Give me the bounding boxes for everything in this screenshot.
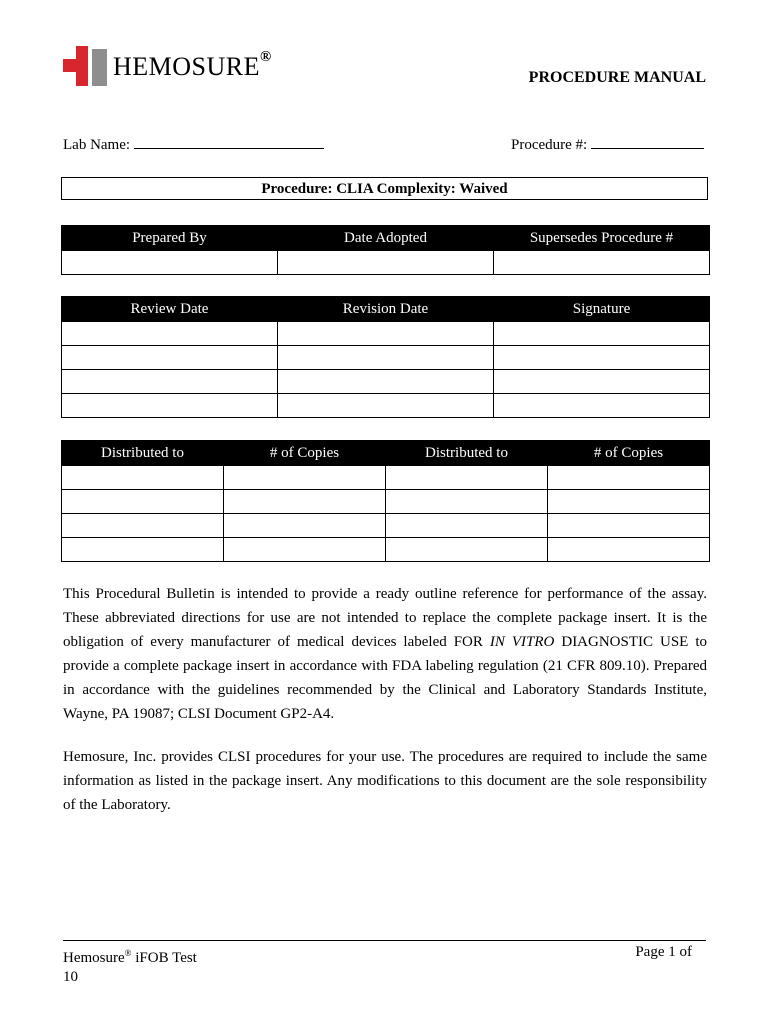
table-cell[interactable] [62, 394, 278, 418]
table-row [62, 251, 710, 275]
table-cell[interactable] [386, 490, 548, 514]
procedure-number-field [511, 133, 704, 154]
prepared-table [61, 225, 710, 275]
table-cell[interactable] [386, 538, 548, 562]
procedure-number-label: Procedure #: [511, 137, 588, 153]
table-cell[interactable] [278, 370, 494, 394]
table-row [62, 466, 710, 490]
table-cell[interactable] [278, 251, 494, 275]
table-row [62, 370, 710, 394]
table-cell[interactable] [386, 466, 548, 490]
clsi-paragraph: Hemosure, Inc. provides CLSI procedures for your use. The procedures are required to include the same information as listed in the package insert. Any modifications to this document are the sole responsibility of the Laboratory. [63, 749, 707, 813]
page-title: PROCEDURE MANUAL [528, 69, 706, 86]
table-cell[interactable] [278, 394, 494, 418]
footer-product: Hemosure® iFOB Test 10 [63, 948, 197, 985]
footer-divider [63, 940, 706, 941]
column-header: Revision Date [278, 297, 494, 322]
column-header: Distributed to [386, 441, 548, 466]
hemosure-logo [63, 46, 272, 86]
table-cell[interactable] [386, 514, 548, 538]
logo-wordmark: HEMOSURE® [113, 49, 272, 81]
medical-cross-icon [63, 46, 107, 86]
table-row [62, 346, 710, 370]
column-header: # of Copies [548, 441, 710, 466]
page-total: 10 [63, 969, 78, 985]
table-row [62, 514, 710, 538]
table-cell[interactable] [494, 394, 710, 418]
table-cell[interactable] [62, 370, 278, 394]
table-cell[interactable] [278, 322, 494, 346]
lab-name-blank[interactable] [134, 133, 324, 149]
column-header: Signature [494, 297, 710, 322]
column-header: Prepared By [62, 226, 278, 251]
page-number: Page 1 of [635, 944, 692, 960]
procedure-complexity-box: Procedure: CLIA Complexity: Waived [61, 177, 708, 200]
table-cell[interactable] [224, 538, 386, 562]
lab-name-field [63, 133, 324, 154]
table-header-row [62, 441, 710, 466]
table-cell[interactable] [62, 514, 224, 538]
table-cell[interactable] [494, 322, 710, 346]
table-cell[interactable] [62, 466, 224, 490]
table-cell[interactable] [224, 466, 386, 490]
column-header: # of Copies [224, 441, 386, 466]
column-header: Date Adopted [278, 226, 494, 251]
column-header: Supersedes Procedure # [494, 226, 710, 251]
table-cell[interactable] [548, 514, 710, 538]
table-cell[interactable] [224, 514, 386, 538]
table-header-row [62, 226, 710, 251]
table-header-row [62, 297, 710, 322]
table-cell[interactable] [548, 538, 710, 562]
table-row [62, 538, 710, 562]
table-cell[interactable] [494, 346, 710, 370]
procedure-number-blank[interactable] [591, 133, 704, 149]
table-cell[interactable] [494, 251, 710, 275]
column-header: Distributed to [62, 441, 224, 466]
table-row [62, 394, 710, 418]
review-table [61, 296, 710, 418]
table-cell[interactable] [62, 538, 224, 562]
table-cell[interactable] [62, 251, 278, 275]
column-header: Review Date [62, 297, 278, 322]
lab-name-label: Lab Name: [63, 137, 131, 153]
table-cell[interactable] [278, 346, 494, 370]
disclaimer-paragraph: This Procedural Bulletin is intended to provide a ready outline reference for performance of the assay. These abbreviated directions for use are not intended to replace the complete package insert. It is the obligation of every manufacturer of medical devices labeled FOR IN VITRO DIAGNOSTIC USE to provide a complete package insert in accordance with FDA labeling regulation (21 CFR 809.10). Prepared in accordance with the guidelines recommended by the Clinical and Laboratory Standards Institute, Wayne, PA 19087; CLSI Document GP2-A4. [63, 586, 707, 722]
table-row [62, 490, 710, 514]
table-cell[interactable] [548, 490, 710, 514]
table-cell[interactable] [62, 490, 224, 514]
table-cell[interactable] [62, 346, 278, 370]
table-cell[interactable] [494, 370, 710, 394]
table-cell[interactable] [62, 322, 278, 346]
table-cell[interactable] [224, 490, 386, 514]
table-cell[interactable] [548, 466, 710, 490]
distribution-table [61, 440, 710, 562]
table-row [62, 322, 710, 346]
